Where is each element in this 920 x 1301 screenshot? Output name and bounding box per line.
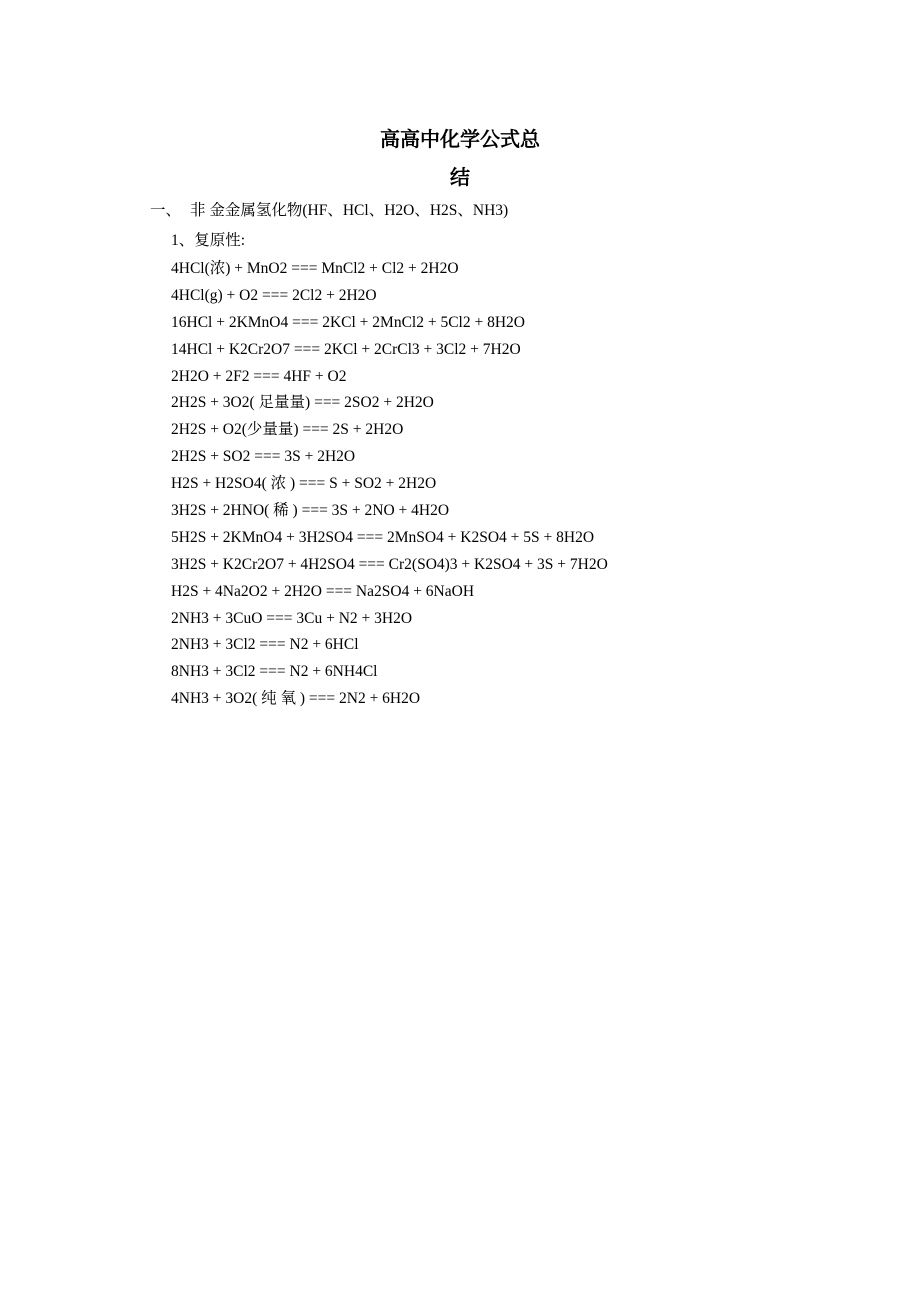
equation-line: 2H2S + O2(少量量) === 2S + 2H2O — [171, 421, 404, 439]
section-title: 非 金金属氢化物(HF、HCl、H2O、H2S、NH3) — [190, 202, 509, 219]
equation-line: 4HCl(g) + O2 === 2Cl2 + 2H2O — [171, 286, 377, 304]
section-heading — [150, 200, 508, 222]
equation-line: 2H2S + 3O2( 足量量) === 2SO2 + 2H2O — [171, 394, 434, 412]
equation-line: 4NH3 + 3O2( 纯 氧 ) === 2N2 + 6H2O — [171, 690, 421, 708]
equation-line: 2NH3 + 3Cl2 === N2 + 6HCl — [171, 636, 359, 654]
equation-line: 16HCl + 2KMnO4 === 2KCl + 2MnCl2 + 5Cl2 + 8H2O — [171, 313, 525, 331]
equation-line: H2S + H2SO4( 浓 ) === S + SO2 + 2H2O — [171, 475, 437, 493]
document-title-line-2: 结 — [450, 165, 470, 189]
document-title-line-1: 高高中化学公式总 — [380, 127, 540, 151]
equation-line: 5H2S + 2KMnO4 + 3H2SO4 === 2MnSO4 + K2SO4 + 5S + 8H2O — [171, 528, 595, 546]
equation-list — [171, 258, 608, 715]
equation-line: 4HCl(浓) + MnO2 === MnCl2 + Cl2 + 2H2O — [171, 260, 459, 277]
equation-line: 2NH3 + 3CuO === 3Cu + N2 + 3H2O — [171, 609, 413, 627]
equation-line: 2H2O + 2F2 === 4HF + O2 — [171, 367, 347, 385]
equation-line: H2S + 4Na2O2 + 2H2O === Na2SO4 + 6NaOH — [171, 582, 475, 600]
equation-line: 3H2S + K2Cr2O7 + 4H2SO4 === Cr2(SO4)3 + K2SO4 + 3S + 7H2O — [171, 555, 608, 573]
equation-line: 8NH3 + 3Cl2 === N2 + 6NH4Cl — [171, 663, 378, 681]
subsection-heading: 1、复原性: — [171, 232, 246, 249]
equation-line: 3H2S + 2HNO( 稀 ) === 3S + 2NO + 4H2O — [171, 502, 450, 520]
equation-line: 2H2S + SO2 === 3S + 2H2O — [171, 448, 356, 466]
section-number: 一、 — [150, 202, 182, 219]
equation-line: 14HCl + K2Cr2O7 === 2KCl + 2CrCl3 + 3Cl2 + 7H2O — [171, 340, 521, 358]
